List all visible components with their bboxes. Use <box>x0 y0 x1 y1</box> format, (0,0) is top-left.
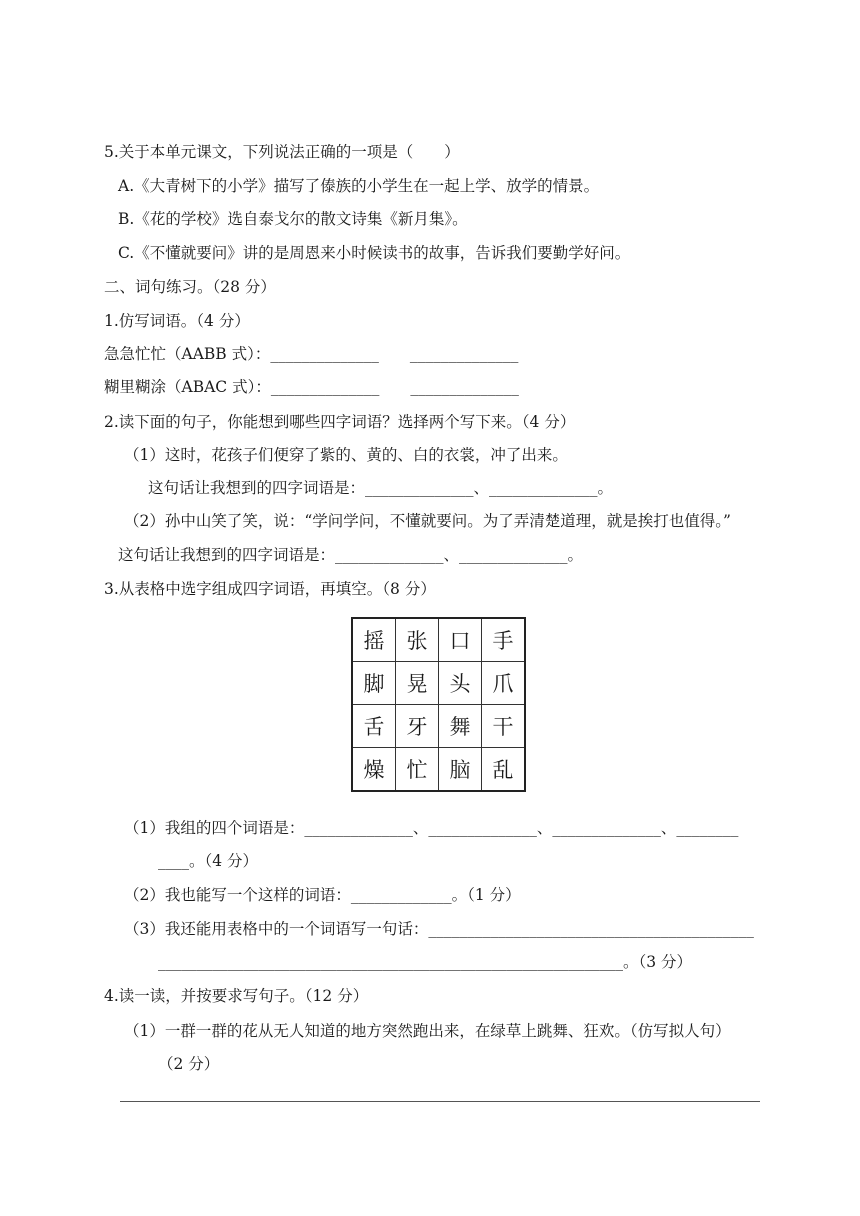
question-3-part-2: （2）我也能写一个这样的词语：_____________。（1 分） <box>124 886 521 904</box>
question-4-title: 4.读一读，并按要求写句子。（12 分） <box>104 987 369 1005</box>
question-4-points: （2 分） <box>158 1055 220 1073</box>
grid-cell: 脑 <box>439 748 482 792</box>
grid-cell: 手 <box>482 618 526 662</box>
grid-cell: 燥 <box>352 748 396 792</box>
question-1-abac-line: 糊里糊涂（ABAC 式）：______________ ______________ <box>104 378 519 396</box>
question-3-part-1-cont: ____。（4 分） <box>158 852 259 870</box>
grid-cell: 张 <box>396 618 439 662</box>
question-1-title: 1.仿写词语。（4 分） <box>104 312 250 330</box>
question-2-sentence-1: （1）这时，花孩子们便穿了紫的、黄的、白的衣裳，冲了出来。 <box>124 446 568 464</box>
grid-cell: 脚 <box>352 662 396 705</box>
question-2-answer-1: 这句话让我想到的四字词语是：______________、______________。 <box>148 479 614 497</box>
grid-row <box>352 662 525 705</box>
grid-cell: 口 <box>439 618 482 662</box>
question-3-part-3: （3）我还能用表格中的一个词语写一句话：__________________________________________ <box>124 920 754 938</box>
answer-line <box>120 1101 760 1102</box>
grid-cell: 乱 <box>482 748 526 792</box>
character-grid <box>351 617 526 792</box>
question-5-option-b: B.《花的学校》选自泰戈尔的散文诗集《新月集》。 <box>118 210 468 228</box>
question-3-part-1: （1）我组的四个词语是：______________、______________、______________、________ <box>124 819 739 837</box>
grid-cell: 头 <box>439 662 482 705</box>
grid-cell: 摇 <box>352 618 396 662</box>
grid-cell: 晃 <box>396 662 439 705</box>
question-2-sentence-2: （2）孙中山笑了笑，说：“学问学问，不懂就要问。为了弄清楚道理，就是挨打也值得。” <box>124 512 731 530</box>
question-2-answer-2: 这句话让我想到的四字词语是：______________、______________。 <box>118 546 584 564</box>
grid-cell: 爪 <box>482 662 526 705</box>
question-5-stem: 5.关于本单元课文，下列说法正确的一项是（ ） <box>104 143 460 161</box>
grid-cell: 忙 <box>396 748 439 792</box>
question-4-sentence-1: （1）一群一群的花从无人知道的地方突然跑出来，在绿草上跳舞、狂欢。（仿写拟人句） <box>124 1022 731 1040</box>
grid-cell: 舞 <box>439 705 482 748</box>
grid-cell: 干 <box>482 705 526 748</box>
grid-cell: 舌 <box>352 705 396 748</box>
section-2-title: 二、词句练习。（28 分） <box>104 278 276 296</box>
question-3-part-3-cont: ____________________________________________________________。（3 分） <box>158 953 693 971</box>
grid-row <box>352 618 525 662</box>
question-1-aabb-line: 急急忙忙（AABB 式）：______________ ______________ <box>104 345 519 363</box>
question-5-option-a: A.《大青树下的小学》描写了傣族的小学生在一起上学、放学的情景。 <box>118 177 600 195</box>
grid-row <box>352 748 525 792</box>
grid-row <box>352 705 525 748</box>
grid-cell: 牙 <box>396 705 439 748</box>
question-5-option-c: C.《不懂就要问》讲的是周恩来小时候读书的故事，告诉我们要勤学好问。 <box>118 244 631 262</box>
question-3-title: 3.从表格中选字组成四字词语，再填空。（8 分） <box>104 580 436 598</box>
question-2-title: 2.读下面的句子，你能想到哪些四字词语？选择两个写下来。（4 分） <box>104 413 576 431</box>
